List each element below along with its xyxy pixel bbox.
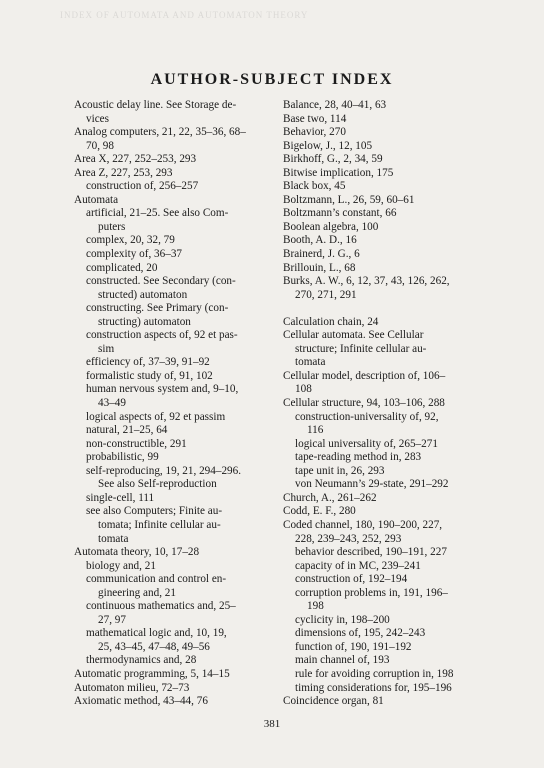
index-entry-line: Codd, E. F., 280 xyxy=(283,505,356,518)
index-entry-line: Axiomatic method, 43–44, 76 xyxy=(74,695,208,708)
index-entry-line: Area Z, 227, 253, 293 xyxy=(74,166,173,179)
index-entry-line: Cellular structure, 94, 103–106, 288 xyxy=(283,397,445,410)
index-entry-line: Black box, 45 xyxy=(283,180,346,193)
index-entry-line: Church, A., 261–262 xyxy=(283,491,377,504)
index-entry-line: construction aspects of, 92 et pas- xyxy=(86,329,238,342)
index-entry-line: capacity of in MC, 239–241 xyxy=(295,559,421,572)
index-entry-line: Coded channel, 180, 190–200, 227, xyxy=(283,518,443,531)
index-entry-line: See also Self-reproduction xyxy=(98,478,217,491)
index-entry-line: 27, 97 xyxy=(98,613,126,626)
index-entry-line: timing considerations for, 195–196 xyxy=(295,681,452,694)
bleed-through-header: INDEX OF AUTOMATA AND AUTOMATON THEORY xyxy=(60,10,309,20)
index-entry-line: 198 xyxy=(307,600,324,613)
index-entry-line: Analog computers, 21, 22, 35–36, 68– xyxy=(74,126,246,139)
index-entry-line: tape-reading method in, 283 xyxy=(295,451,422,464)
index-entry-line: construction of, 256–257 xyxy=(86,180,199,193)
index-entry-line: Base two, 114 xyxy=(283,112,347,125)
index-entry-line: 25, 43–45, 47–48, 49–56 xyxy=(98,640,210,653)
index-entry-line: sim xyxy=(98,342,115,355)
index-entry-line: corruption problems in, 191, 196– xyxy=(295,586,448,599)
index-entry-line: von Neumann’s 29-state, 291–292 xyxy=(295,478,449,491)
index-entry-line: vices xyxy=(86,112,109,125)
index-entry-line: complicated, 20 xyxy=(86,261,158,274)
index-entry-line: artificial, 21–25. See also Com- xyxy=(86,207,229,220)
page-number: 381 xyxy=(263,718,281,730)
index-entry-line: Automata theory, 10, 17–28 xyxy=(74,546,200,559)
index-entry-line: constructed. See Secondary (con- xyxy=(86,275,236,288)
index-entry-line: Boolean algebra, 100 xyxy=(283,220,379,233)
index-entry-line: main channel of, 193 xyxy=(295,654,390,667)
index-entry-line: dimensions of, 195, 242–243 xyxy=(295,627,426,640)
page-title: AUTHOR-SUBJECT INDEX xyxy=(150,71,394,88)
index-entry-line: communication and control en- xyxy=(86,573,227,586)
index-entry-line: tomata; Infinite cellular au- xyxy=(98,518,221,531)
index-entry-line: non-constructible, 291 xyxy=(86,437,187,450)
index-entry-line: Boltzmann, L., 26, 59, 60–61 xyxy=(283,193,415,206)
index-entry-line: probabilistic, 99 xyxy=(86,451,159,464)
index-entry-line: thermodynamics and, 28 xyxy=(86,654,197,667)
index-entry-line: structure; Infinite cellular au- xyxy=(295,342,427,355)
index-entry-line: Automata xyxy=(74,193,119,206)
index-entry-line: Automaton milieu, 72–73 xyxy=(74,681,190,694)
index-entry-line: self-reproducing, 19, 21, 294–296. xyxy=(86,464,242,477)
index-entry-line: construction of, 192–194 xyxy=(295,573,408,586)
index-entry-line: human nervous system and, 9–10, xyxy=(86,383,239,396)
index-entry-line: puters xyxy=(98,220,126,233)
index-entry-line: see also Computers; Finite au- xyxy=(86,505,223,518)
index-entry-line: Area X, 227, 252–253, 293 xyxy=(74,153,197,166)
index-entry-line: complexity of, 36–37 xyxy=(86,248,183,261)
index-entry-line: Cellular model, description of, 106– xyxy=(283,369,446,382)
index-entry-line: tomata xyxy=(295,356,326,369)
index-entry-line: Cellular automata. See Cellular xyxy=(283,329,424,342)
index-entry-line: logical universality of, 265–271 xyxy=(295,437,438,450)
index-entry-line: Coincidence organ, 81 xyxy=(283,695,384,708)
index-entry-line: 70, 98 xyxy=(86,139,114,152)
index-entry-line: Bigelow, J., 12, 105 xyxy=(283,139,373,152)
index-entry-line: biology and, 21 xyxy=(86,559,156,572)
index-entry-line: tomata xyxy=(98,532,129,545)
index-entry-line: 228, 239–243, 252, 293 xyxy=(295,532,402,545)
index-entry-line: complex, 20, 32, 79 xyxy=(86,234,175,247)
index-entry-line: formalistic study of, 91, 102 xyxy=(86,369,213,382)
index-entry-line: Automatic programming, 5, 14–15 xyxy=(74,667,230,680)
index-entry-line: structed) automaton xyxy=(98,288,188,301)
index-entry-line: Calculation chain, 24 xyxy=(283,315,379,328)
index-entry-line: 108 xyxy=(295,383,312,396)
index-entry-line: Burks, A. W., 6, 12, 37, 43, 126, 262, xyxy=(283,275,450,288)
index-entry-line: 116 xyxy=(307,424,324,437)
index-entry-line: structing) automaton xyxy=(98,315,191,328)
index-entry-line: single-cell, 111 xyxy=(86,491,155,504)
index-entry-line: Brillouin, L., 68 xyxy=(283,261,356,274)
index-entry-line: gineering and, 21 xyxy=(98,586,176,599)
index-entry-line: Balance, 28, 40–41, 63 xyxy=(283,99,387,111)
index-entry-line: function of, 190, 191–192 xyxy=(295,640,412,653)
index-entry-line: tape unit in, 26, 293 xyxy=(295,464,385,477)
index-entry-line: Brainerd, J. G., 6 xyxy=(283,248,360,261)
index-entry-line: Behavior, 270 xyxy=(283,126,346,139)
index-column-left xyxy=(74,99,280,709)
index-entry-line: 270, 271, 291 xyxy=(295,288,357,301)
index-entry-line: constructing. See Primary (con- xyxy=(86,302,229,315)
index-entry-line: construction-universality of, 92, xyxy=(295,410,439,423)
index-column-right xyxy=(283,99,489,709)
index-entry-line: cyclicity in, 198–200 xyxy=(295,613,390,626)
index-entry-line: Birkhoff, G., 2, 34, 59 xyxy=(283,153,383,166)
index-entry-line: Booth, A. D., 16 xyxy=(283,234,357,247)
index-entry-line: rule for avoiding corruption in, 198 xyxy=(295,667,454,680)
index-entry-line: Bitwise implication, 175 xyxy=(283,166,394,179)
index-entry-line: 43–49 xyxy=(98,397,126,410)
blank-line xyxy=(283,302,489,316)
index-entry-line: continuous mathematics and, 25– xyxy=(86,600,236,613)
index-entry-line: logical aspects of, 92 et passim xyxy=(86,410,226,423)
index-entry-line: efficiency of, 37–39, 91–92 xyxy=(86,356,210,369)
index-entry-line: Acoustic delay line. See Storage de- xyxy=(74,99,237,111)
index-entry-line: Boltzmann’s constant, 66 xyxy=(283,207,397,220)
index-entry-line: natural, 21–25, 64 xyxy=(86,424,168,437)
index-entry-line: behavior described, 190–191, 227 xyxy=(295,546,447,559)
index-entry-line: mathematical logic and, 10, 19, xyxy=(86,627,227,640)
